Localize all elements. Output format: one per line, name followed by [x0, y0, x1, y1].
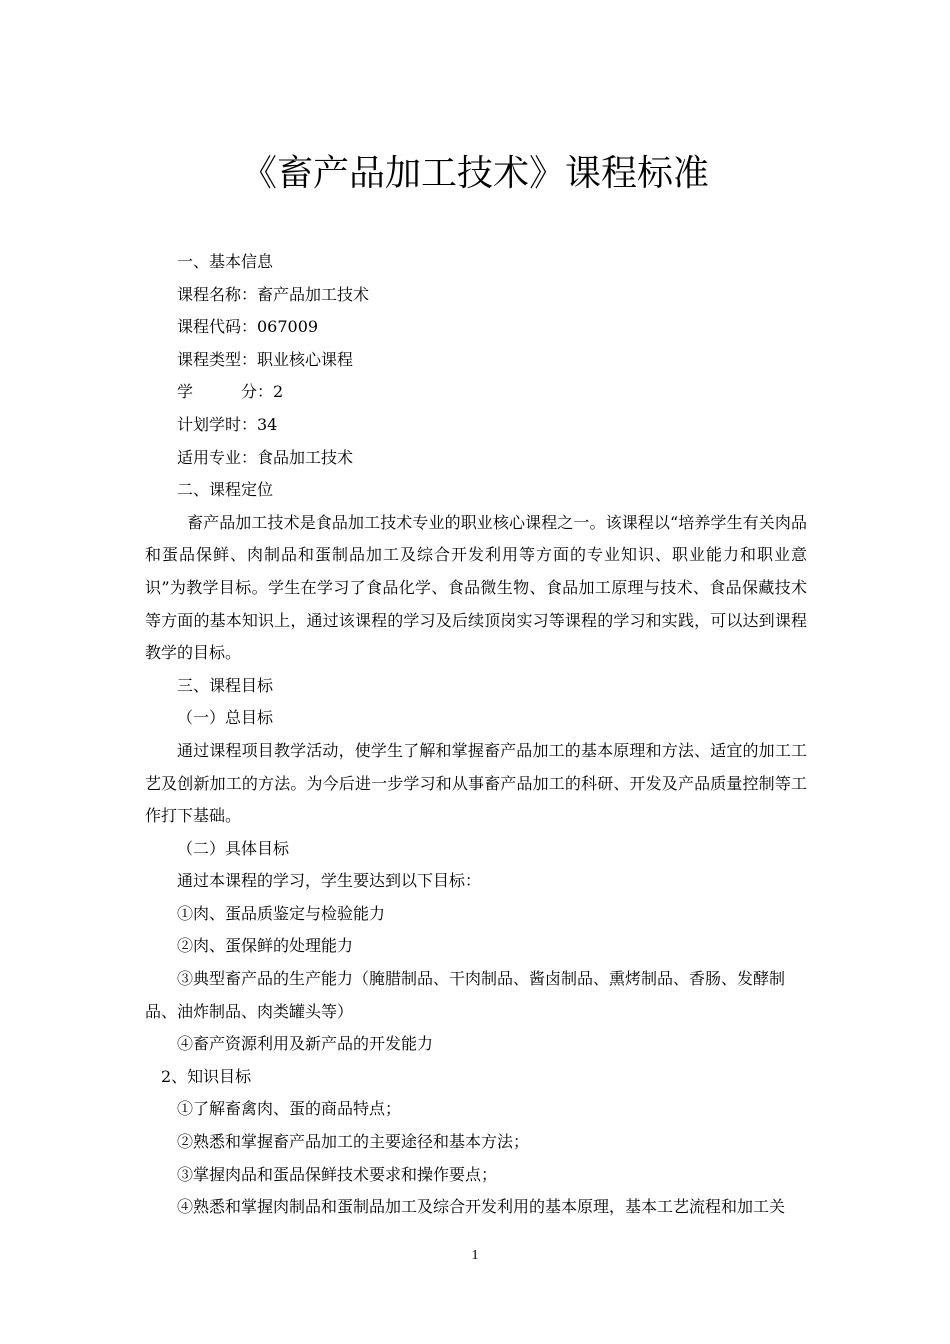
- page-number: 1: [471, 1248, 479, 1263]
- ability-item: ①肉、蛋品质鉴定与检验能力: [177, 903, 386, 923]
- knowledge-item: ④熟悉和掌握肉制品和蛋制品加工及综合开发利用的基本原理，基本工艺流程和加工关: [177, 1197, 786, 1217]
- knowledge-goal-heading: 2、知识目标: [161, 1066, 252, 1086]
- ability-item: ③典型畜产品的生产能力（腌腊制品、干肉制品、酱卤制品、熏烤制品、香肠、发酵制品、油炸制品、肉类罐头等）: [145, 969, 786, 1021]
- general-goal-heading: （一）总目标: [177, 708, 274, 728]
- course-name: 课程名称：畜产品加工技术: [177, 284, 370, 304]
- knowledge-item: ①了解畜禽肉、蛋的商品特点；: [177, 1099, 402, 1119]
- ability-item: ②肉、蛋保鲜的处理能力: [177, 936, 354, 956]
- document-title: 《畜产品加工技术》课程标准: [240, 153, 709, 194]
- credit-label-b: 分：2: [241, 382, 284, 402]
- course-code: 课程代码：067009: [177, 317, 319, 337]
- section-heading-basic-info: 一、基本信息: [177, 252, 274, 271]
- document-body: [145, 246, 807, 1224]
- course-hours: 计划学时：34: [177, 414, 278, 434]
- ability-item: ④畜产资源利用及新产品的开发能力: [177, 1034, 434, 1054]
- section-heading-positioning: 二、课程定位: [177, 480, 274, 500]
- knowledge-item: ②熟悉和掌握畜产品加工的主要途径和基本方法；: [177, 1132, 530, 1152]
- specific-goal-heading: （二）具体目标: [177, 838, 290, 858]
- course-credit: [145, 376, 807, 409]
- positioning-paragraph: 畜产品加工技术是食品加工技术专业的职业核心课程之一。该课程以“培养学生有关肉品和蛋品保鲜、肉制品和蛋制品加工及综合开发利用等方面的专业知识、职业能力和职业意识”为教学目标。学生在学习了食品化学、食品微生物、食品加工原理与技术、食品保藏技术等方面的基本知识上，通过该课程的学习及后续顶岗实习等课程的学习和实践，可以达到课程教学的目标。: [145, 512, 807, 663]
- section-heading-goals: 三、课程目标: [177, 675, 274, 695]
- course-major: 适用专业：食品加工技术: [177, 447, 354, 467]
- course-type: 课程类型：职业核心课程: [177, 349, 354, 369]
- credit-label-a: 学: [177, 382, 194, 402]
- specific-goal-intro: 通过本课程的学习，学生要达到以下目标：: [177, 871, 482, 891]
- general-goal-paragraph: 通过课程项目教学活动，使学生了解和掌握畜产品加工的基本原理和方法、适宜的加工工艺及创新加工的方法。为今后进一步学习和从事畜产品加工的科研、开发及产品质量控制等工作打下基础。: [145, 740, 807, 826]
- knowledge-item: ③掌握肉品和蛋品保鲜技术要求和操作要点；: [177, 1164, 498, 1184]
